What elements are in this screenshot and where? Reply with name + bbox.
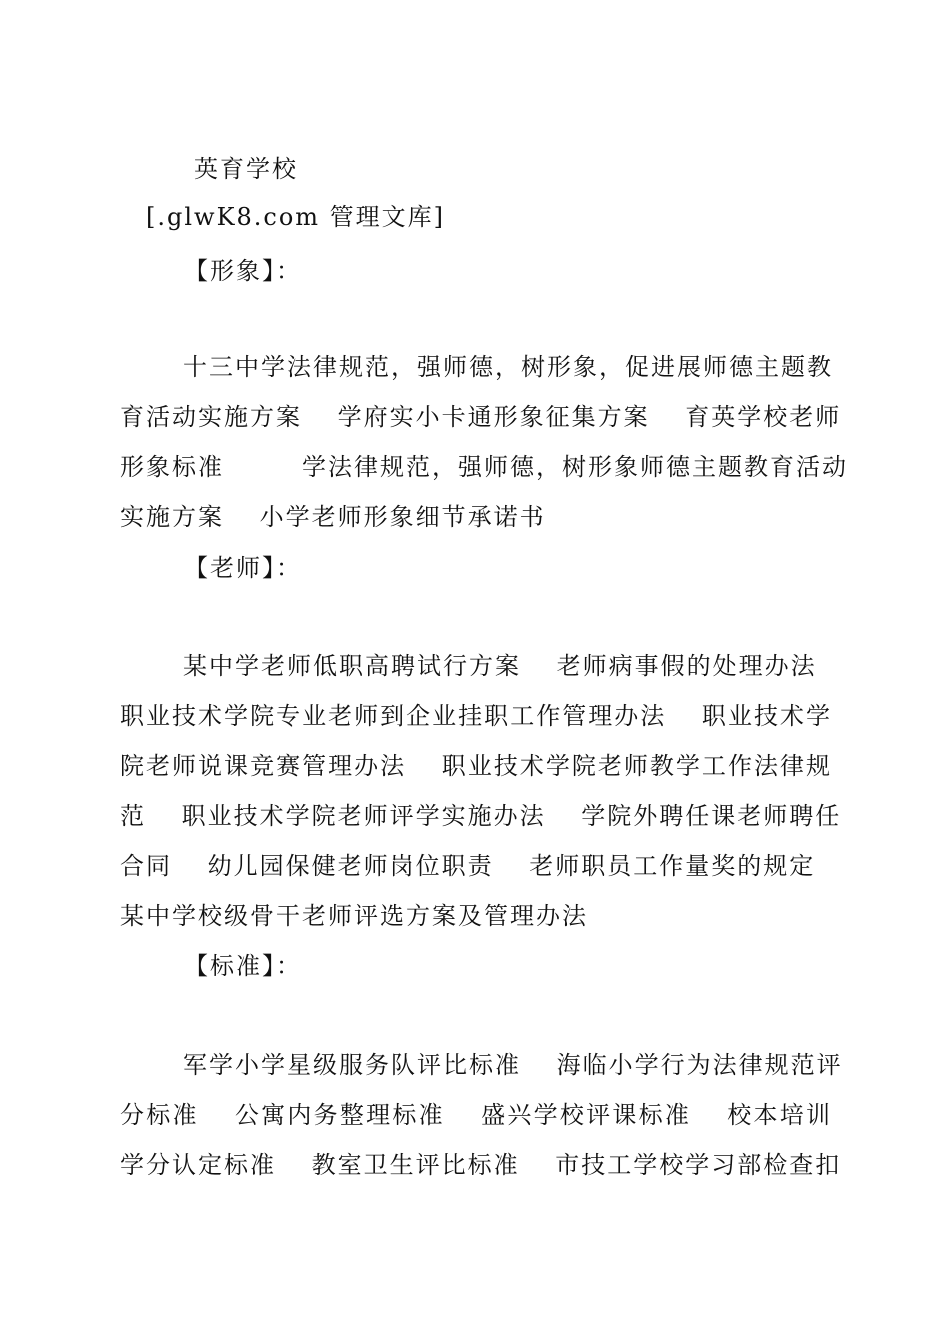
section-standard-line: 军学小学星级服务队评比标准 海临小学行为法律规范评: [183, 1051, 843, 1079]
section-heading-teacher: 【老师】：: [184, 554, 302, 582]
section-teacher-line: 职业技术学院专业老师到企业挂职工作管理办法 职业技术学: [120, 702, 832, 730]
school-title: 英育学校: [194, 155, 298, 183]
section-image-line: 十三中学法律规范，强师德，树形象，促进展师德主题教: [183, 353, 833, 381]
section-teacher-line: 某中学校级骨干老师评选方案及管理办法: [120, 902, 588, 930]
section-teacher-line: 院老师说课竞赛管理办法 职业技术学院老师教学工作法律规: [120, 752, 832, 780]
section-heading-image: 【形象】：: [184, 257, 302, 285]
section-teacher-line: 范 职业技术学院老师评学实施办法 学院外聘任课老师聘任: [120, 802, 842, 830]
section-image-line: 形象标准 学法律规范，强师德，树形象师德主题教育活动: [120, 453, 848, 481]
section-standard-line: 学分认定标准 教室卫生评比标准 市技工学校学习部检查扣: [120, 1151, 842, 1179]
section-image-line: 育活动实施方案 学府实小卡通形象征集方案 育英学校老师: [120, 403, 842, 431]
source-line: [.glwK8.com 管理文库]: [146, 203, 446, 231]
section-heading-standard: 【标准】：: [184, 952, 302, 980]
section-teacher-line: 合同 幼儿园保健老师岗位职责 老师职员工作量奖的规定: [120, 852, 816, 880]
section-standard-line: 分标准 公寓内务整理标准 盛兴学校评课标准 校本培训: [120, 1101, 832, 1129]
section-teacher-line: 某中学老师低职高聘试行方案 老师病事假的处理办法: [183, 652, 817, 680]
section-image-line: 实施方案 小学老师形象细节承诺书: [120, 503, 546, 531]
